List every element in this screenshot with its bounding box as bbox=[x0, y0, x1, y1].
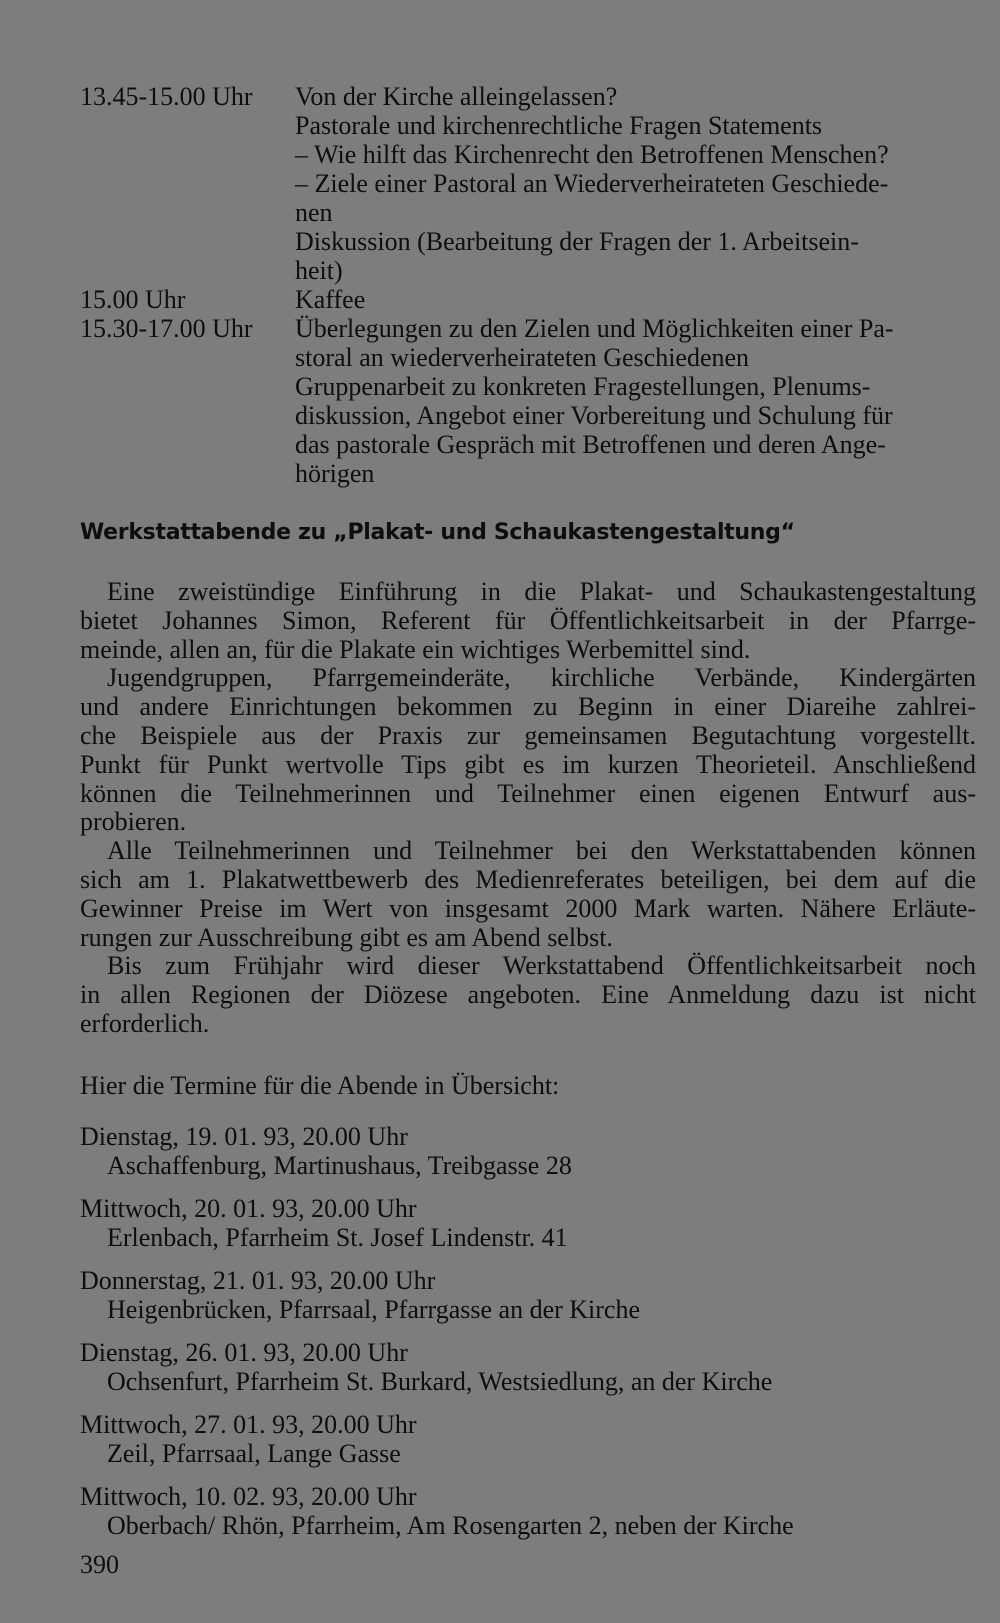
date-when: Mittwoch, 27. 01. 93, 20.00 Uhr bbox=[80, 1409, 417, 1439]
date-when: Mittwoch, 10. 02. 93, 20.00 Uhr bbox=[80, 1481, 417, 1511]
paragraph-line: bietet Johannes Simon, Referent für Öffentlichkeitsarbeit in der Pfarrge- bbox=[80, 605, 976, 635]
date-where: Zeil, Pfarrsaal, Lange Gasse bbox=[107, 1438, 401, 1468]
date-when: Mittwoch, 20. 01. 93, 20.00 Uhr bbox=[80, 1193, 417, 1223]
schedule-line: Kaffee bbox=[295, 285, 366, 314]
paragraph-line: Bis zum Frühjahr wird dieser Werkstattabend Öffentlichkeitsarbeit noch bbox=[107, 951, 976, 981]
paragraph bbox=[80, 952, 976, 1038]
paragraph-line: sich am 1. Plakatwettbewerb des Medienreferates beteiligen, bei dem auf die bbox=[80, 864, 976, 894]
schedule-description bbox=[295, 314, 976, 488]
program-schedule bbox=[80, 82, 976, 488]
schedule-line: diskussion, Angebot einer Vorbereitung und Schulung für bbox=[295, 401, 893, 430]
schedule-line: hörigen bbox=[295, 459, 375, 488]
schedule-row bbox=[80, 285, 976, 314]
schedule-time: 15.30-17.00 Uhr bbox=[80, 314, 253, 343]
date-where: Heigenbrücken, Pfarrsaal, Pfarrgasse an der Kirche bbox=[107, 1294, 641, 1324]
schedule-time: 15.00 Uhr bbox=[80, 285, 186, 314]
paragraph bbox=[80, 664, 976, 837]
schedule-time: 13.45-15.00 Uhr bbox=[80, 82, 253, 111]
paragraph bbox=[80, 837, 976, 952]
paragraph-line: probieren. bbox=[80, 807, 187, 837]
paragraph-line: Punkt für Punkt wertvolle Tips gibt es im kurzen Theorieteil. Anschließend bbox=[80, 749, 976, 779]
paragraph bbox=[80, 578, 976, 664]
date-entry bbox=[80, 1410, 976, 1468]
document-page bbox=[80, 82, 976, 1554]
paragraph-line: Jugendgruppen, Pfarrgemeinderäte, kirchliche Verbände, Kindergärten bbox=[107, 663, 976, 693]
schedule-line: storal an wiederverheirateten Geschiedenen bbox=[295, 343, 750, 372]
date-where: Ochsenfurt, Pfarrheim St. Burkard, Westsiedlung, an der Kirche bbox=[107, 1366, 773, 1396]
date-entry bbox=[80, 1482, 976, 1540]
schedule-line: Überlegungen zu den Zielen und Möglichkeiten einer Pa- bbox=[295, 314, 894, 343]
paragraph-line: rungen zur Ausschreibung gibt es am Abend selbst. bbox=[80, 922, 613, 952]
date-when: Dienstag, 19. 01. 93, 20.00 Uhr bbox=[80, 1121, 408, 1151]
schedule-line: Von der Kirche alleingelassen? bbox=[295, 82, 618, 111]
date-where: Erlenbach, Pfarrheim St. Josef Lindenstr. 41 bbox=[107, 1222, 568, 1252]
date-entry bbox=[80, 1266, 976, 1324]
schedule-line: das pastorale Gespräch mit Betroffenen und deren Ange- bbox=[295, 430, 886, 459]
date-entry bbox=[80, 1122, 976, 1180]
section-body bbox=[80, 578, 976, 1039]
schedule-line: – Ziele einer Pastoral an Wiederverheirateten Geschiede- bbox=[295, 169, 889, 198]
paragraph-line: Gewinner Preise im Wert von insgesamt 2000 Mark warten. Nähere Erläute- bbox=[80, 893, 976, 923]
paragraph-line: erforderlich. bbox=[80, 1008, 210, 1038]
date-entry bbox=[80, 1338, 976, 1396]
schedule-line: Diskussion (Bearbeitung der Fragen der 1. Arbeitsein- bbox=[295, 227, 859, 256]
section-heading: Werkstattabende zu „Plakat- und Schaukastengestaltung“ bbox=[80, 520, 795, 545]
date-where: Aschaffenburg, Martinushaus, Treibgasse 28 bbox=[107, 1150, 572, 1180]
schedule-line: – Wie hilft das Kirchenrecht den Betroffenen Menschen? bbox=[295, 140, 889, 169]
schedule-row bbox=[80, 82, 976, 285]
schedule-line: Pastorale und kirchenrechtliche Fragen Statements bbox=[295, 111, 823, 140]
paragraph-line: meinde, allen an, für die Plakate ein wichtiges Werbemittel sind. bbox=[80, 634, 751, 664]
date-where: Oberbach/ Rhön, Pfarrheim, Am Rosengarten 2, neben der Kirche bbox=[107, 1510, 794, 1540]
paragraph-line: in allen Regionen der Diözese angeboten. Eine Anmeldung dazu ist nicht bbox=[80, 980, 976, 1010]
schedule-line: nen bbox=[295, 198, 333, 227]
page-number: 390 bbox=[80, 1550, 119, 1579]
schedule-line: Gruppenarbeit zu konkreten Fragestellungen, Plenums- bbox=[295, 372, 871, 401]
paragraph-line: Eine zweistündige Einführung in die Plakat- und Schaukastengestaltung bbox=[107, 577, 976, 606]
paragraph-line: und andere Einrichtungen bekommen zu Beginn in einer Diareihe zahlrei- bbox=[80, 692, 976, 722]
paragraph-line: Alle Teilnehmerinnen und Teilnehmer bei den Werkstattabenden können bbox=[107, 836, 976, 866]
schedule-line: heit) bbox=[295, 256, 343, 285]
paragraph-line: che Beispiele aus der Praxis zur gemeinsamen Begutachtung vorgestellt. bbox=[80, 720, 976, 750]
paragraph-line: können die Teilnehmerinnen und Teilnehmer einen eigenen Entwurf aus- bbox=[80, 778, 976, 808]
schedule-row bbox=[80, 314, 976, 488]
schedule-description bbox=[295, 285, 976, 314]
schedule-description bbox=[295, 82, 976, 285]
date-when: Dienstag, 26. 01. 93, 20.00 Uhr bbox=[80, 1337, 408, 1367]
dates-intro: Hier die Termine für die Abende in Übersicht: bbox=[80, 1070, 560, 1100]
date-entry bbox=[80, 1194, 976, 1252]
dates-list bbox=[80, 1122, 976, 1540]
date-when: Donnerstag, 21. 01. 93, 20.00 Uhr bbox=[80, 1265, 436, 1295]
